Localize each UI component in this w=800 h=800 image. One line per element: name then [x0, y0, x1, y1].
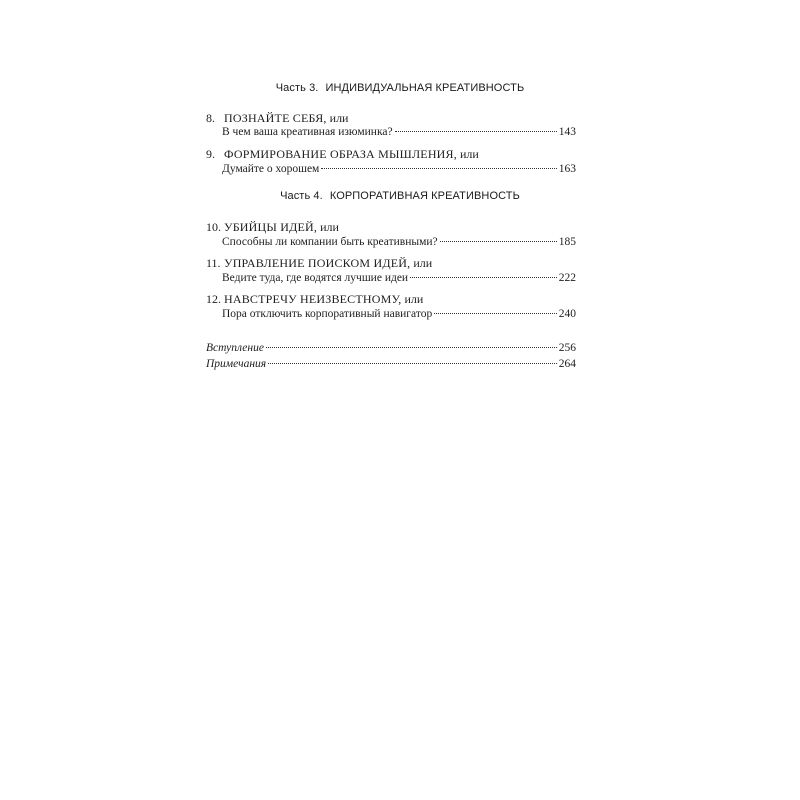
dot-leader [395, 131, 557, 132]
part-3-heading [0, 82, 800, 94]
chapter-10-title [206, 220, 339, 234]
chapter-12-heading: НАВСТРЕЧУ НЕИЗВЕСТНОМУ, [224, 292, 402, 306]
part-4-title: КОРПОРАТИВНАЯ КРЕАТИВНОСТЬ [329, 190, 520, 202]
chapter-8-page: 143 [558, 126, 576, 138]
chapter-9-number: 9. [206, 147, 215, 161]
dot-leader [410, 277, 557, 278]
chapter-12-page: 240 [558, 308, 576, 320]
chapter-9-heading: ФОРМИРОВАНИЕ ОБРАЗА МЫШЛЕНИЯ, [224, 147, 457, 161]
chapter-8-number: 8. [206, 111, 215, 125]
chapter-11-title [206, 256, 432, 270]
chapter-12-number: 12. [206, 292, 221, 306]
chapter-9-title [206, 147, 479, 161]
chapter-10-heading: УБИЙЦЫ ИДЕЙ, [224, 220, 318, 234]
chapter-12-entry [222, 307, 576, 321]
chapter-9-subtitle: Думайте о хорошем [222, 163, 320, 175]
chapter-10-page: 185 [558, 236, 576, 248]
chapter-8-heading: ПОЗНАЙТЕ СЕБЯ, [224, 111, 327, 125]
chapter-11-page: 222 [558, 272, 576, 284]
chapter-9-entry [222, 162, 576, 176]
chapter-10-subtitle: Способны ли компании быть креативными? [222, 236, 438, 248]
chapter-11-heading: УПРАВЛЕНИЕ ПОИСКОМ ИДЕЙ, [224, 256, 411, 270]
dot-leader [268, 363, 557, 364]
chapter-11-suffix: или [410, 256, 433, 270]
back-matter-notes [206, 357, 576, 371]
chapter-9-suffix: или [456, 147, 479, 161]
chapter-12-suffix: или [401, 292, 424, 306]
chapter-11-subtitle: Ведите туда, где водятся лучшие идеи [222, 272, 409, 284]
chapter-10-suffix: или [317, 220, 339, 234]
chapter-8-suffix: или [326, 111, 349, 125]
chapter-9-page: 163 [558, 163, 576, 175]
back-matter-intro [206, 341, 576, 355]
chapter-12-title [206, 292, 423, 306]
dot-leader [440, 241, 557, 242]
part-4-label: Часть 4. [280, 190, 323, 202]
chapter-12-subtitle: Пора отключить корпоративный навигатор [222, 308, 433, 320]
chapter-8-entry [222, 125, 576, 139]
part-3-label: Часть 3. [275, 82, 319, 94]
dot-leader [266, 347, 557, 348]
notes-label: Примечания [206, 358, 267, 370]
chapter-8-title [206, 111, 348, 125]
intro-page: 256 [558, 342, 576, 354]
part-3-title: ИНДИВИДУАЛЬНАЯ КРЕАТИВНОСТЬ [325, 82, 525, 94]
chapter-8-subtitle: В чем ваша креативная изюминка? [222, 126, 393, 138]
intro-label: Вступление [206, 342, 264, 354]
dot-leader [434, 313, 557, 314]
chapter-10-entry [222, 235, 576, 249]
notes-page: 264 [558, 358, 576, 370]
dot-leader [321, 168, 556, 169]
chapter-10-number: 10. [206, 220, 221, 234]
part-4-heading [0, 190, 800, 202]
chapter-11-entry [222, 271, 576, 285]
chapter-11-number: 11. [206, 256, 221, 270]
